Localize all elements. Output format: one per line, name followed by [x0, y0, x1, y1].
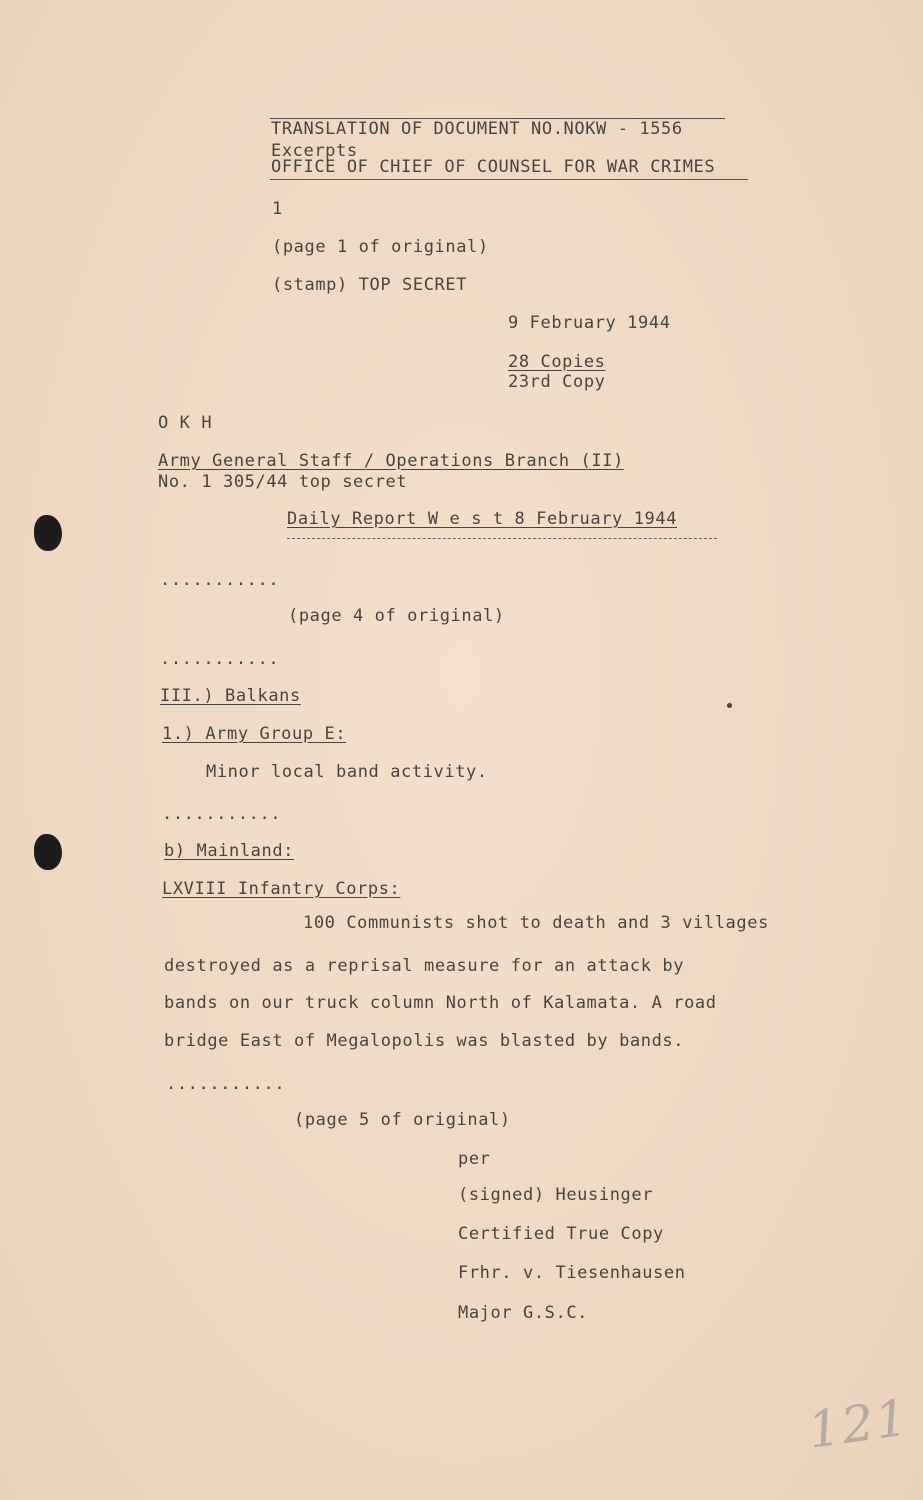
- report-title-dashes: [287, 538, 717, 539]
- okh-label: O K H: [158, 413, 213, 433]
- document-title: TRANSLATION OF DOCUMENT NO.NOKW - 1556: [271, 119, 683, 139]
- reference-number: No. 1 305/44 top secret: [158, 472, 408, 492]
- staff-line: Army General Staff / Operations Branch (II): [158, 451, 624, 471]
- paragraph-line-2: destroyed as a reprisal measure for an attack by: [164, 956, 685, 976]
- classification-stamp: (stamp) TOP SECRET: [272, 275, 468, 295]
- excerpts-label: Excerpts: [271, 141, 358, 161]
- punch-hole-bottom: [34, 834, 62, 870]
- header-bottom-rule: [270, 179, 748, 180]
- certifier-rank: Major G.S.C.: [458, 1303, 589, 1323]
- page-ref-1: (page 1 of original): [272, 237, 489, 257]
- punch-hole-top: [34, 515, 62, 551]
- paragraph-line-3: bands on our truck column North of Kalamata. A road: [164, 993, 717, 1013]
- certifier-name: Frhr. v. Tiesenhausen: [458, 1263, 686, 1283]
- paragraph-line-4: bridge East of Megalopolis was blasted by bands.: [164, 1031, 685, 1051]
- subsection-mainland: b) Mainland:: [164, 841, 295, 861]
- page-ref-5: (page 5 of original): [294, 1110, 511, 1130]
- copies-count: 28 Copies: [508, 352, 606, 372]
- section-heading: III.) Balkans: [160, 686, 301, 706]
- subsection-army-group-e: 1.) Army Group E:: [162, 724, 347, 744]
- page-number: 1: [272, 199, 283, 219]
- handwritten-page-number: 121: [804, 1388, 913, 1460]
- report-title: Daily Report W e s t 8 February 1944: [287, 509, 678, 529]
- subsection-army-group-e-text: Minor local band activity.: [206, 762, 488, 782]
- document-date: 9 February 1944: [508, 313, 671, 333]
- ellipsis-4: ...........: [166, 1074, 286, 1094]
- ellipsis-3: ...........: [162, 804, 282, 824]
- paragraph-line-1: 100 Communists shot to death and 3 villages: [303, 913, 769, 933]
- ink-dot: [727, 703, 732, 708]
- page-ref-4: (page 4 of original): [288, 606, 505, 626]
- copy-number: 23rd Copy: [508, 372, 606, 392]
- corps-heading: LXVIII Infantry Corps:: [162, 879, 401, 899]
- certification: Certified True Copy: [458, 1224, 664, 1244]
- signature-per: per: [458, 1149, 491, 1169]
- office-line: OFFICE OF CHIEF OF COUNSEL FOR WAR CRIMES: [271, 157, 716, 177]
- ellipsis-1: ...........: [160, 570, 280, 590]
- signature-signed: (signed) Heusinger: [458, 1185, 654, 1205]
- ellipsis-2: ...........: [160, 649, 280, 669]
